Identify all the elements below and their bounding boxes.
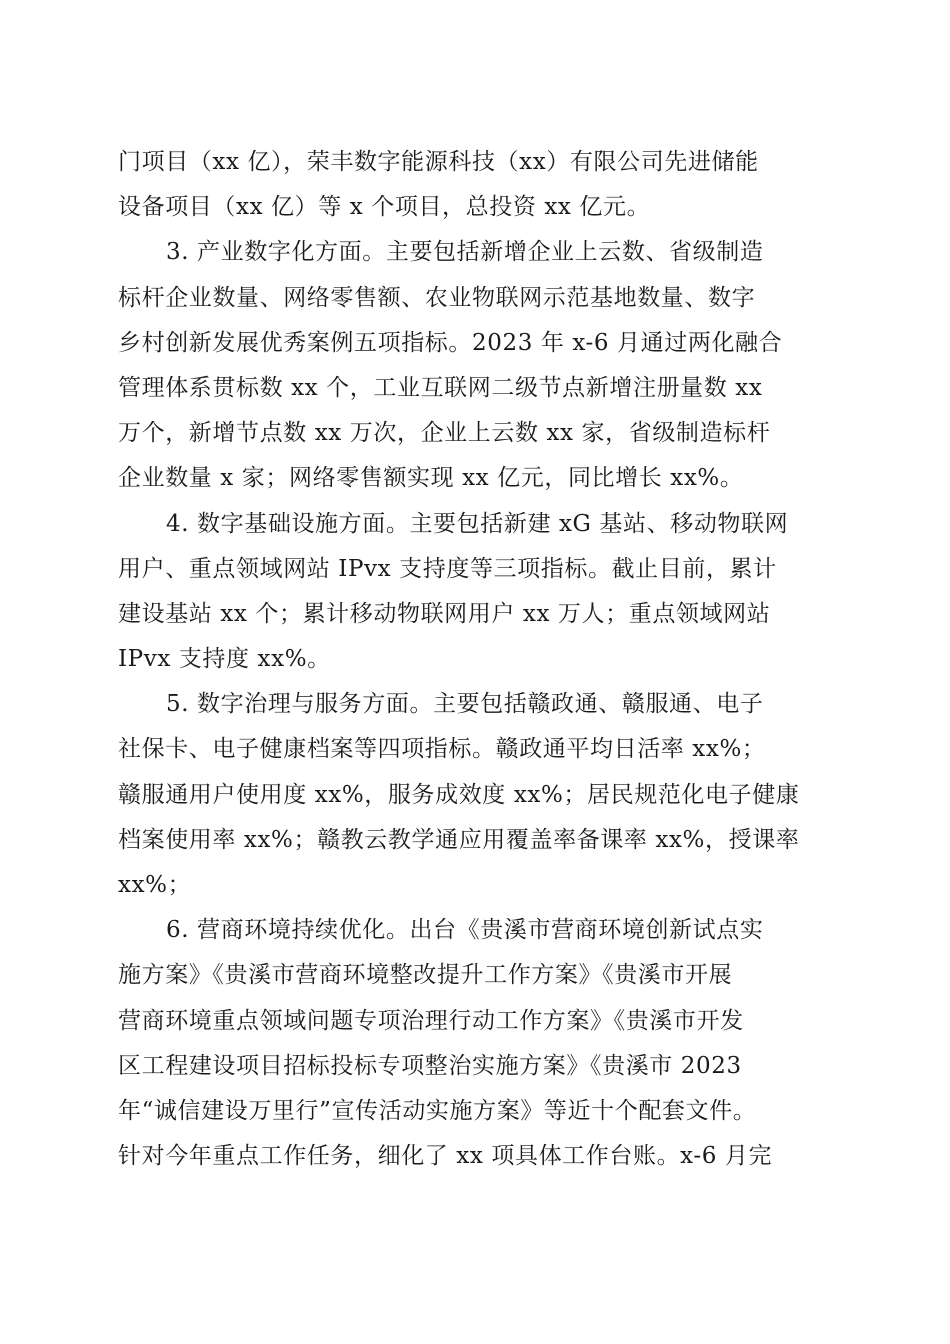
text-line: 建设基站 xx 个；累计移动物联网用户 xx 万人；重点领域网站 bbox=[118, 600, 771, 627]
text-line: 万个，新增节点数 xx 万次，企业上云数 xx 家，省级制造标杆 bbox=[118, 420, 771, 447]
text-line: 营商环境重点领域问题专项治理行动工作方案》《贵溪市开发 bbox=[118, 1007, 744, 1034]
paragraph-4-start: 4. 数字基础设施方面。主要包括新建 xG 基站、移动物联网 bbox=[166, 510, 789, 537]
paragraph-3-start: 3. 产业数字化方面。主要包括新增企业上云数、省级制造 bbox=[166, 239, 764, 266]
document-body bbox=[118, 140, 838, 1179]
text-line: 用户、重点领域网站 IPvx 支持度等三项指标。截止目前，累计 bbox=[118, 555, 777, 582]
text-line: 施方案》《贵溪市营商环境整改提升工作方案》《贵溪市开展 bbox=[118, 962, 733, 989]
text-line: IPvx 支持度 xx%。 bbox=[118, 646, 331, 673]
text-line: 档案使用率 xx%；赣教云教学通应用覆盖率备课率 xx%，授课率 bbox=[118, 826, 800, 853]
text-line: 管理体系贯标数 xx 个，工业互联网二级节点新增注册量数 xx bbox=[118, 374, 763, 401]
text-line: xx%； bbox=[118, 872, 192, 898]
text-line: 设备项目（xx 亿）等 x 个项目，总投资 xx 亿元。 bbox=[118, 194, 651, 221]
text-line: 年“诚信建设万里行”宣传活动实施方案》等近十个配套文件。 bbox=[118, 1097, 757, 1124]
text-line: 企业数量 x 家；网络零售额实现 xx 亿元，同比增长 xx%。 bbox=[118, 465, 744, 492]
text-line: 区工程建设项目招标投标专项整治实施方案》《贵溪市 2023 bbox=[118, 1052, 742, 1079]
text-line: 标杆企业数量、网络零售额、农业物联网示范基地数量、数字 bbox=[118, 284, 756, 311]
text-line: 赣服通用户使用度 xx%，服务成效度 xx%；居民规范化电子健康 bbox=[118, 781, 800, 808]
paragraph-6-start: 6. 营商环境持续优化。出台《贵溪市营商环境创新试点实 bbox=[166, 917, 764, 944]
text-line: 乡村创新发展优秀案例五项指标。2023 年 x-6 月通过两化融合 bbox=[118, 329, 783, 356]
text-line: 针对今年重点工作任务，细化了 xx 项具体工作台账。x-6 月完 bbox=[118, 1143, 773, 1170]
paragraph-5-start: 5. 数字治理与服务方面。主要包括赣政通、赣服通、电子 bbox=[166, 691, 764, 718]
text-line: 社保卡、电子健康档案等四项指标。赣政通平均日活率 xx%； bbox=[118, 736, 766, 763]
text-line: 门项目（xx 亿），荣丰数字能源科技（xx）有限公司先进储能 bbox=[118, 149, 759, 175]
